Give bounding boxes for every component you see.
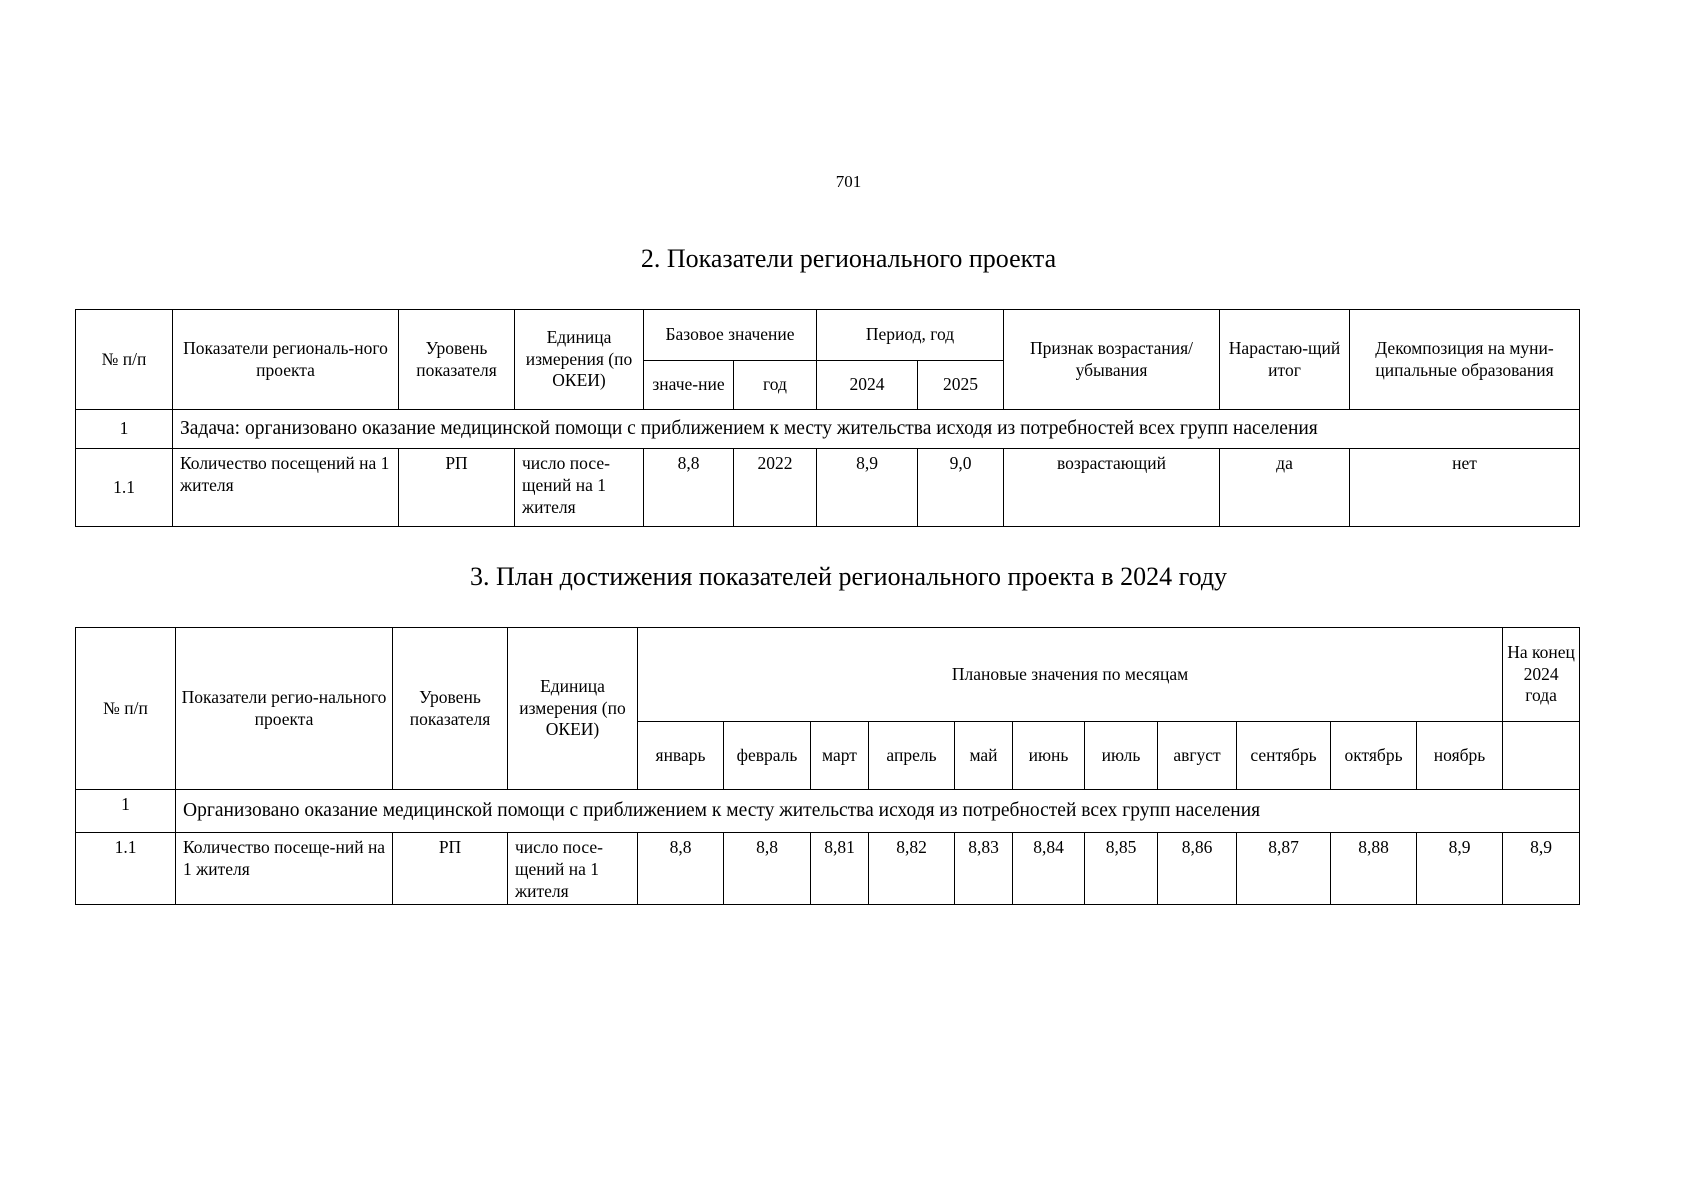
plan-header-year-end: На конец 2024 года (1503, 628, 1580, 722)
plan-value-april: 8,82 (869, 833, 955, 905)
plan-task-text: Организовано оказание медицинской помощи с приближением к месту жительства исходя из потребностей всех групп населения (176, 790, 1580, 833)
task-row (76, 410, 1580, 449)
month-november: ноябрь (1417, 722, 1503, 790)
header-indicator: Показатели региональ-ного проекта (173, 310, 399, 410)
plan-value-may: 8,83 (955, 833, 1013, 905)
row-decomposition: нет (1350, 449, 1580, 527)
month-september: сентябрь (1237, 722, 1331, 790)
month-may: май (955, 722, 1013, 790)
plan-row-unit: число посе-щений на 1 жителя (508, 833, 638, 905)
month-june: июнь (1013, 722, 1085, 790)
table-row (76, 449, 1580, 527)
header-num: № п/п (76, 310, 173, 410)
plan-value-january: 8,8 (638, 833, 724, 905)
month-january: январь (638, 722, 724, 790)
plan-row-level: РП (393, 833, 508, 905)
plan-value-september: 8,87 (1237, 833, 1331, 905)
page-number: 701 (835, 172, 862, 191)
plan-header-unit: Единица измерения (по ОКЕИ) (508, 628, 638, 790)
header-unit: Единица измерения (по ОКЕИ) (515, 310, 644, 410)
task-num: 1 (76, 410, 173, 449)
row-2024: 8,9 (817, 449, 918, 527)
plan-value-august: 8,86 (1158, 833, 1237, 905)
row-2025: 9,0 (918, 449, 1004, 527)
header-decomposition: Декомпозиция на муни-ципальные образования (1350, 310, 1580, 410)
header-base-value: значе-ние (644, 361, 734, 410)
section-3-title: 3. План достижения показателей регионального проекта в 2024 году (469, 562, 1228, 591)
plan-header-months: Плановые значения по месяцам (638, 628, 1503, 722)
header-base-year: год (734, 361, 817, 410)
header-2024: 2024 (817, 361, 918, 410)
plan-value-year-end: 8,9 (1503, 833, 1580, 905)
header-2025: 2025 (918, 361, 1004, 410)
plan-header-level: Уровень показателя (393, 628, 508, 790)
header-period: Период, год (817, 310, 1004, 361)
plan-row-num: 1.1 (76, 833, 176, 905)
plan-value-march: 8,81 (811, 833, 869, 905)
month-february: февраль (724, 722, 811, 790)
task-text: Задача: организовано оказание медицинской помощи с приближением к месту жительства исходя из потребностей всех групп населения (173, 410, 1580, 449)
plan-table (75, 627, 1580, 905)
header-cumulative: Нарастаю-щий итог (1220, 310, 1350, 410)
header-level: Уровень показателя (399, 310, 515, 410)
row-base-value: 8,8 (644, 449, 734, 527)
month-year-end-blank (1503, 722, 1580, 790)
row-base-year: 2022 (734, 449, 817, 527)
row-cumulative: да (1220, 449, 1350, 527)
plan-header-num: № п/п (76, 628, 176, 790)
row-unit: число посе-щений на 1 жителя (515, 449, 644, 527)
row-num: 1.1 (76, 449, 173, 527)
plan-value-july: 8,85 (1085, 833, 1158, 905)
month-july: июль (1085, 722, 1158, 790)
row-trend: возрастающий (1004, 449, 1220, 527)
plan-value-june: 8,84 (1013, 833, 1085, 905)
row-level: РП (399, 449, 515, 527)
section-2-title: 2. Показатели регионального проекта (640, 244, 1057, 273)
plan-task-row (76, 790, 1580, 833)
month-march: март (811, 722, 869, 790)
month-august: август (1158, 722, 1237, 790)
table-row (76, 833, 1580, 905)
month-april: апрель (869, 722, 955, 790)
plan-row-indicator: Количество посеще-ний на 1 жителя (176, 833, 393, 905)
indicators-table (75, 309, 1580, 527)
plan-value-november: 8,9 (1417, 833, 1503, 905)
plan-header-indicator: Показатели регио-нального проекта (176, 628, 393, 790)
month-october: октябрь (1331, 722, 1417, 790)
plan-value-february: 8,8 (724, 833, 811, 905)
plan-value-october: 8,88 (1331, 833, 1417, 905)
header-base: Базовое значение (644, 310, 817, 361)
row-indicator: Количество посещений на 1 жителя (173, 449, 399, 527)
header-trend: Признак возрастания/ убывания (1004, 310, 1220, 410)
plan-task-num: 1 (76, 790, 176, 833)
